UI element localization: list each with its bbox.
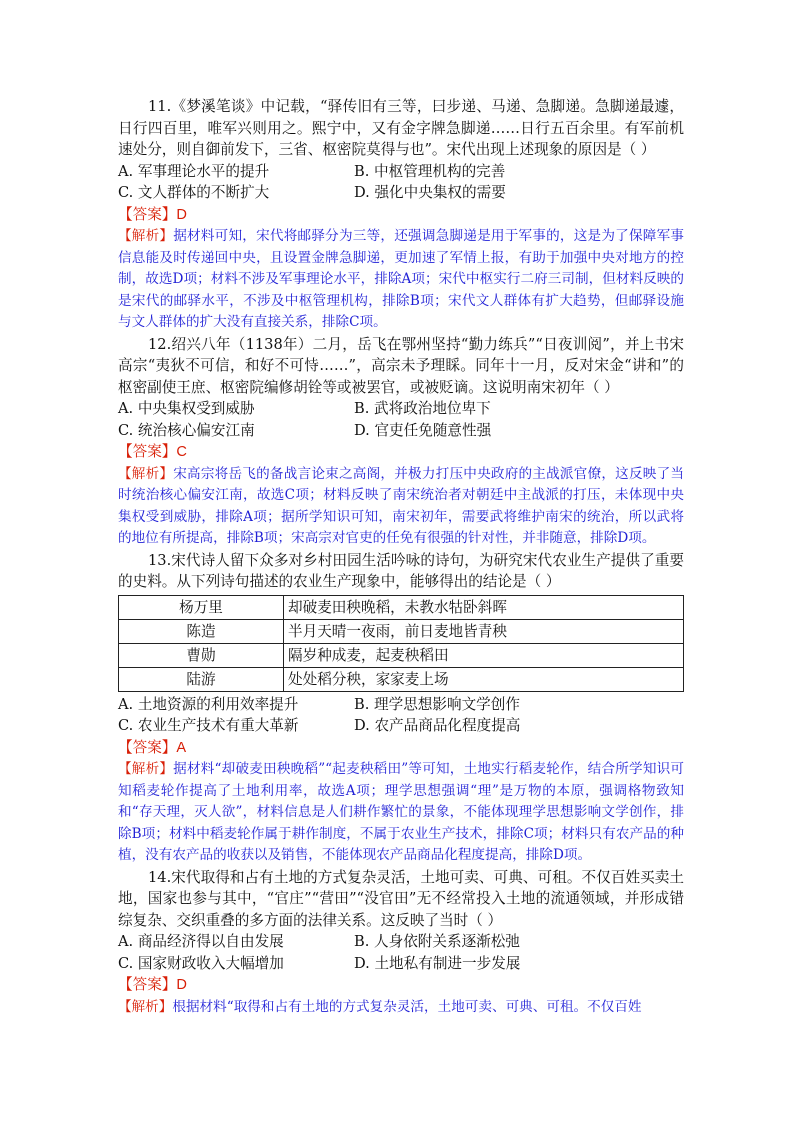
option-b: B. 理学思想影响文学创作	[354, 695, 520, 713]
options-grid	[118, 931, 684, 974]
table-row	[119, 667, 684, 691]
answer-label: 【答案】	[118, 738, 177, 756]
answer-line	[118, 737, 684, 760]
question-13	[118, 550, 684, 867]
question-stem: 12.绍兴八年（1138年）二月，岳飞在鄂州坚持“勤力练兵”“日夜训阅”，并上书宋高宗“夷狄不可信，和好不可恃……”，高宗未予理睬。同年十一月，反对宋金“讲和”的枢密副使王庶、枢密院编修胡铨等或被罢官，或被贬谪。这说明南宋初年（ ）	[118, 335, 684, 396]
poet-cell: 陆游	[119, 667, 284, 691]
analysis-text: 宋高宗将岳飞的备战言论束之高阁，并极力打压中央政府的主战派官僚，这反映了当时统治核心偏安江南，故选C项；材料反映了南宋统治者对朝廷中主战派的打压，未体现中央集权受到威胁，排除A项；据所学知识可知，南宋初年，需要武将维护南宋的统治，所以武将的地位有所提高，排除B项；宋高宗对官吏的任免有很强的针对性，并非随意，排除D项。	[118, 465, 685, 546]
option-d: D. 强化中央集权的需要	[354, 184, 506, 201]
poet-cell: 陈造	[119, 619, 284, 643]
question-12	[118, 334, 684, 550]
option-a: A. 军事理论水平的提升	[118, 162, 270, 180]
option-d: D. 农产品商品化程度提高	[354, 717, 521, 734]
answer-value: A	[176, 739, 187, 756]
answer-value: D	[176, 206, 187, 223]
analysis-label: 【解析】	[118, 228, 174, 244]
analysis-label: 【解析】	[118, 465, 174, 482]
table-row	[119, 643, 684, 667]
analysis-paragraph	[118, 997, 684, 1019]
document-content	[118, 96, 684, 1018]
question-14	[118, 867, 684, 1019]
options-grid	[118, 161, 684, 204]
answer-label: 【答案】	[118, 443, 177, 460]
option-b: B. 人身依附关系逐渐松弛	[354, 933, 520, 950]
question-11	[118, 96, 684, 334]
answer-line	[118, 974, 684, 997]
option-a: A. 中央集权受到威胁	[118, 400, 255, 417]
poet-cell: 曹勋	[119, 643, 284, 667]
option-c: C. 统治核心偏安江南	[118, 421, 255, 439]
table-row	[119, 595, 684, 619]
answer-label: 【答案】	[118, 205, 177, 223]
question-stem: 14.宋代取得和占有土地的方式复杂灵活，土地可卖、可典、可租。不仅百姓买卖土地，国家也参与其中，“官庄”“营田”“没官田”无不经常投入土地的流通领域，并形成错综复杂、交织重叠的多方面的法律关系。这反映了当时（ ）	[118, 868, 684, 929]
option-d: D. 官吏任免随意性强	[354, 421, 492, 439]
verse-cell: 处处稻分秧，家家麦上场	[284, 667, 684, 691]
analysis-text: 根据材料“取得和占有土地的方式复杂灵活，土地可卖、可典、可租。不仅百姓	[172, 998, 642, 1015]
analysis-paragraph	[118, 226, 684, 334]
answer-value: D	[176, 977, 187, 993]
question-stem: 13.宋代诗人留下众多对乡村田园生活吟咏的诗句，为研究宋代农业生产提供了重要的史料。从下列诗句描述的农业生产现象中，能够得出的结论是（ ）	[118, 551, 684, 590]
option-d: D. 土地私有制进一步发展	[354, 954, 521, 972]
option-c: C. 农业生产技术有重大革新	[118, 717, 299, 734]
analysis-text: 据材料“却破麦田秧晚稻”“起麦秧稻田”等可知，土地实行稻麦轮作，结合所学知识可知稻麦轮作提高了土地利用率，故选A项；理学思想强调“理”是万物的本原，强调格物致知和“存天理，灭人欲”，材料信息是人们耕作繁忙的景象，不能体现理学思想影响文学创作，排除B项；材料中稻麦轮作属于耕作制度，不属于农业生产技术，排除C项；材料只有农产品的种植，没有农产品的收获以及销售，不能体现农产品商品化程度提高，排除D项。	[118, 761, 685, 863]
analysis-label: 【解析】	[118, 998, 173, 1015]
poet-cell: 杨万里	[119, 595, 284, 619]
option-a: A. 土地资源的利用效率提升	[118, 695, 299, 713]
analysis-label: 【解析】	[118, 761, 174, 777]
analysis-paragraph	[118, 759, 684, 867]
table-row	[119, 619, 684, 643]
option-b: B. 中枢管理机构的完善	[354, 162, 506, 180]
analysis-text: 据材料可知，宋代将邮驿分为三等，还强调急脚递是用于军事的，这是为了保障军事信息能及时传递回中央，且设置金牌急脚递，更加速了军情上报，有助于加强中央对地方的控制，故选D项；材料不涉及军事理论水平，排除A项；宋代中枢实行二府三司制，但材料反映的是宋代的邮驿水平，不涉及中枢管理机构，排除B项；宋代文人群体有扩大趋势，但邮驿设施与文人群体的扩大没有直接关系，排除C项。	[118, 228, 685, 330]
poem-table	[118, 595, 684, 692]
answer-label: 【答案】	[118, 976, 177, 993]
option-a: A. 商品经济得以自由发展	[118, 933, 284, 950]
option-c: C. 国家财政收入大幅增加	[118, 954, 284, 972]
analysis-paragraph	[118, 464, 684, 550]
verse-cell: 却破麦田秧晚稻，未教水牯卧斜晖	[284, 595, 684, 619]
answer-line	[118, 441, 684, 464]
verse-cell: 半月天晴一夜雨，前日麦地皆青秧	[284, 619, 684, 643]
option-c: C. 文人群体的不断扩大	[118, 184, 270, 201]
verse-cell: 隔岁种成麦，起麦秧稻田	[284, 643, 684, 667]
question-stem: 11.《梦溪笔谈》中记载，“驿传旧有三等，曰步递、马递、急脚递。急脚递最遽，日行四百里，唯军兴则用之。熙宁中，又有金字牌急脚递……日行五百余里。有军前机速处分，则自御前发下，三省、枢密院莫得与也”。宋代出现上述现象的原因是（ ）	[118, 98, 684, 158]
answer-line	[118, 204, 684, 227]
options-grid	[118, 398, 684, 441]
options-grid	[118, 694, 684, 737]
option-b: B. 武将政治地位卑下	[354, 400, 491, 417]
answer-value: C	[176, 444, 187, 460]
